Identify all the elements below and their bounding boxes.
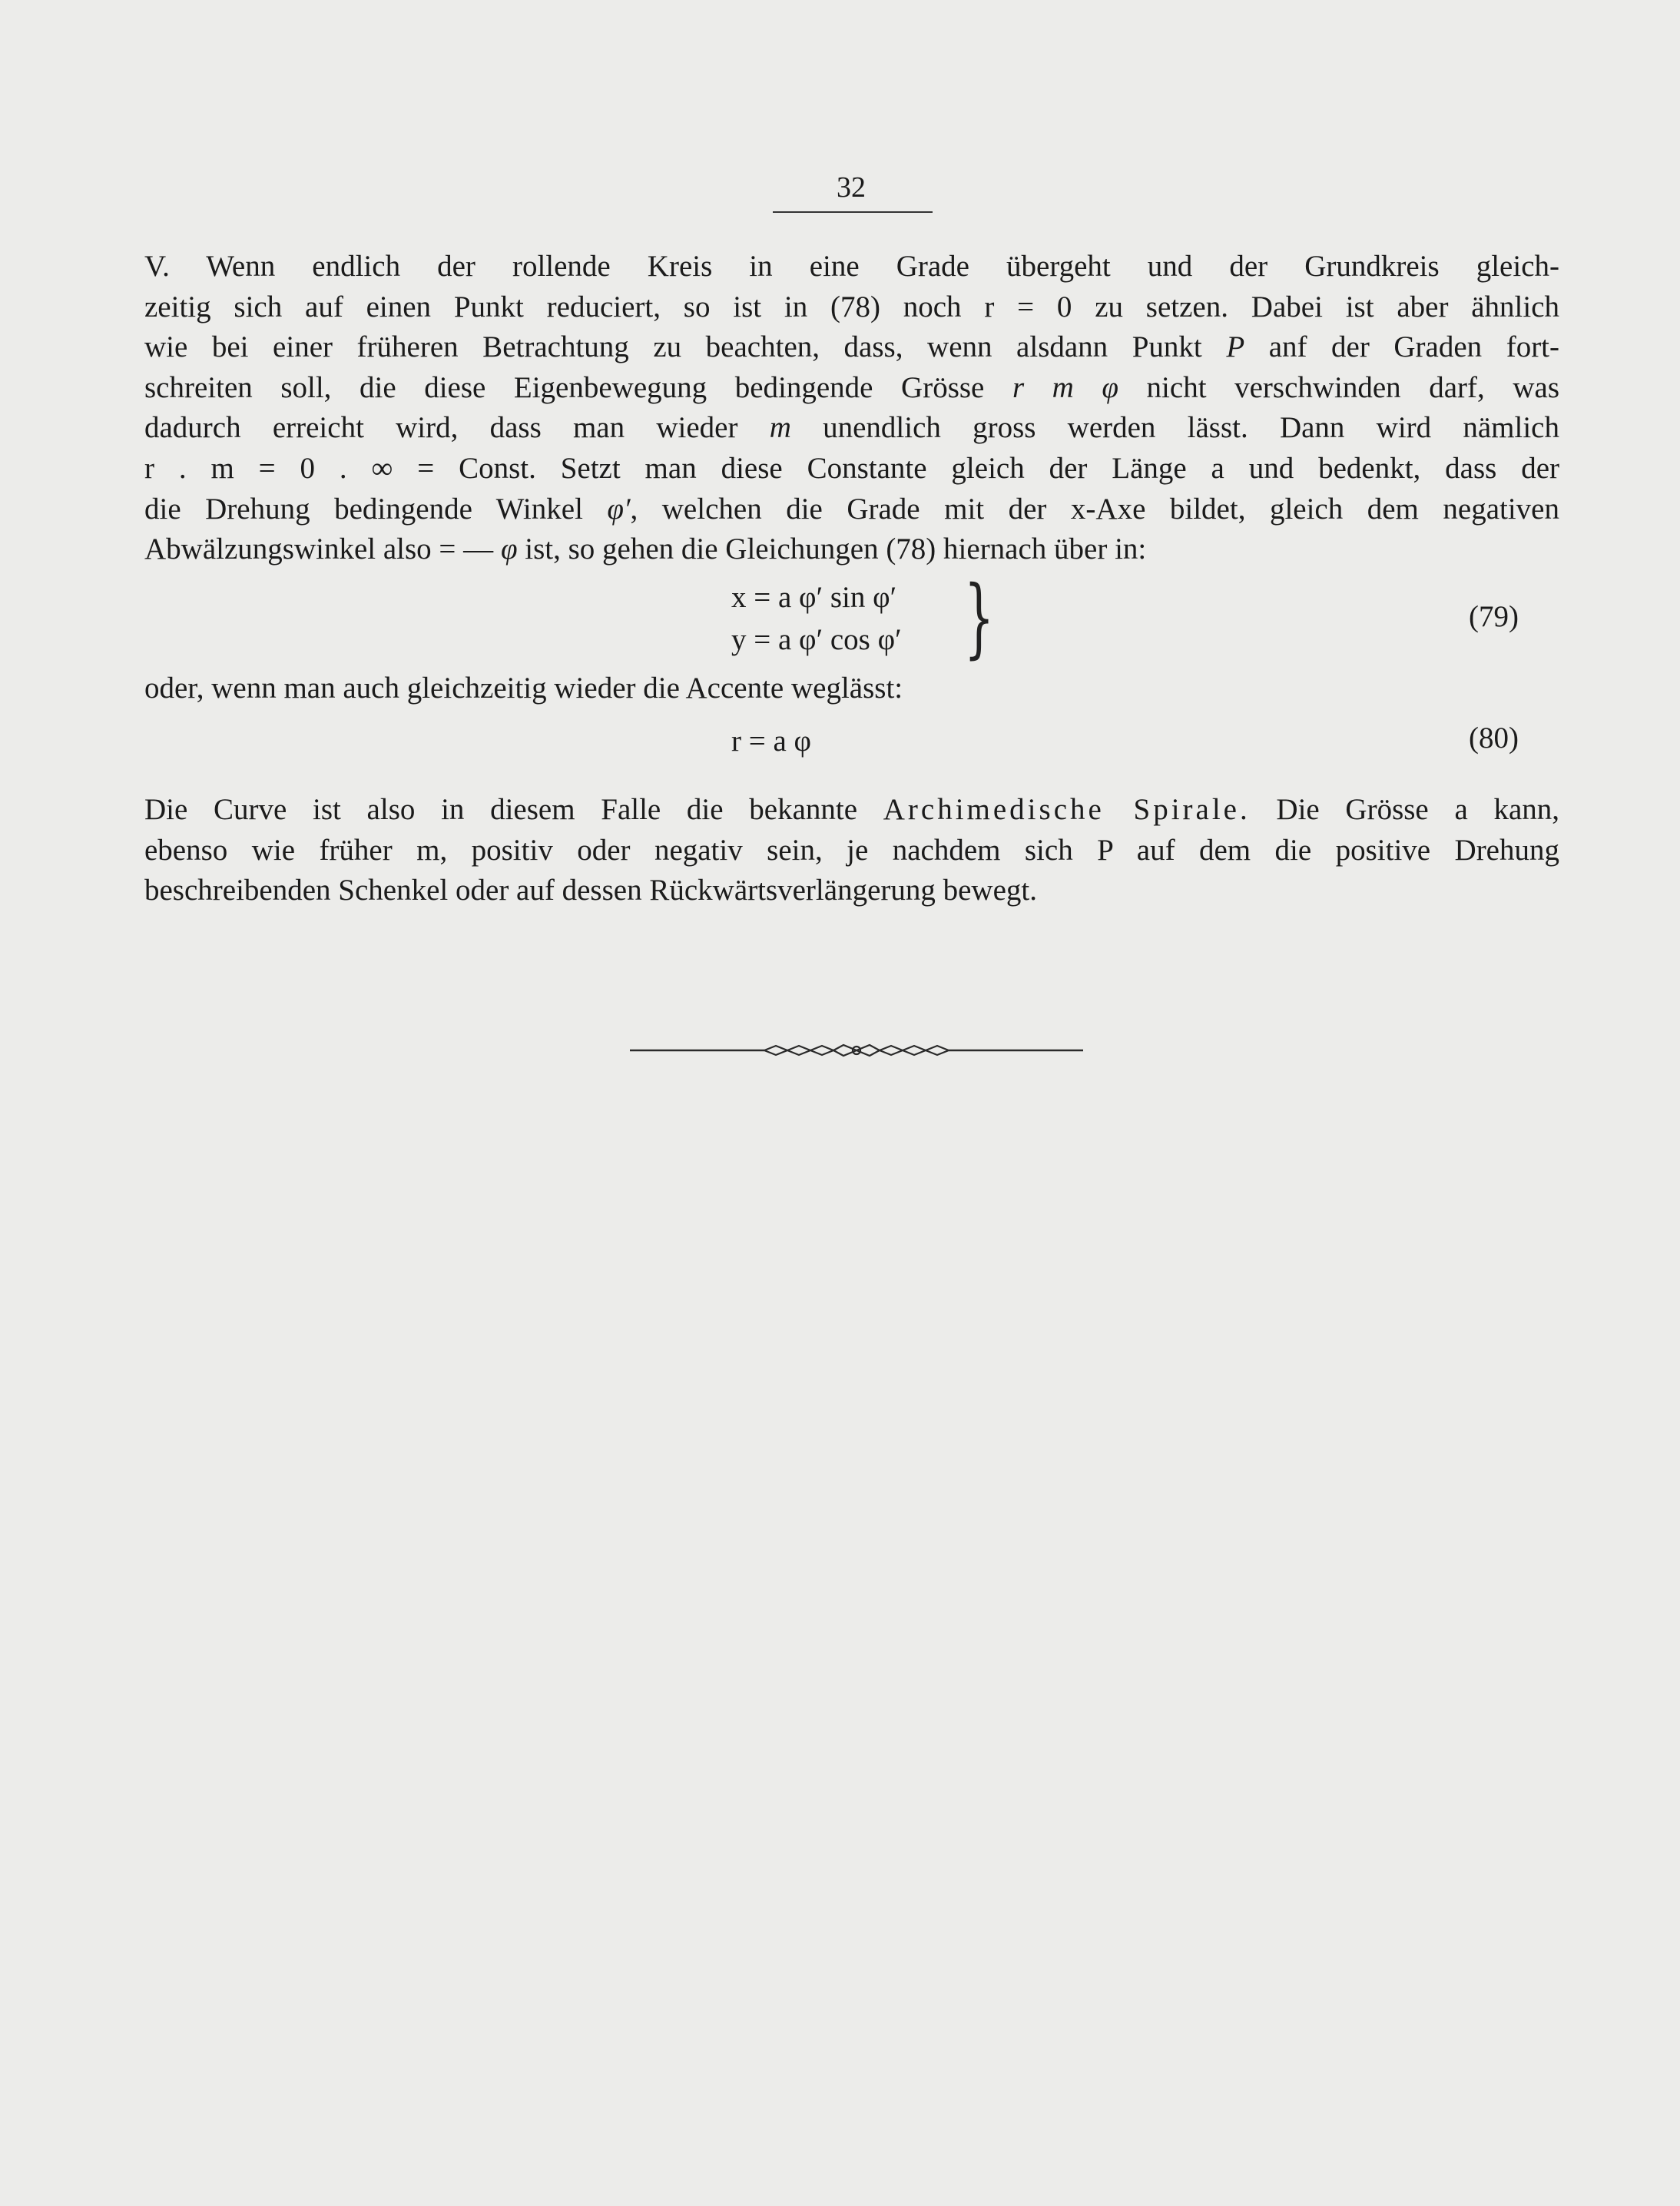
line-text: nicht verschwinden darf, was xyxy=(1118,370,1560,404)
paragraph-line xyxy=(144,287,1559,328)
line-text: Abwälzungswinkel also = — xyxy=(144,532,501,566)
equation-79-number: (79) xyxy=(1469,600,1519,633)
paragraph-line xyxy=(144,408,1559,449)
paragraph-conclusion xyxy=(144,790,1559,911)
line-text: V. Wenn endlich der rollende Kreis in eine Grade übergeht und der Grundkreis gleich- xyxy=(144,250,1559,283)
line-symbol: P xyxy=(1226,330,1245,364)
line-text: dadurch erreicht wird, dass man wieder xyxy=(144,411,770,445)
paragraph-line: beschreibenden Schenkel oder auf dessen Rückwärtsverlängerung bewegt. xyxy=(144,874,1037,907)
paragraph-line xyxy=(144,790,1559,831)
line-text: schreiten soll, die diese Eigenbewegung bedingende Grösse xyxy=(144,370,1012,404)
paragraph-line xyxy=(144,529,1559,570)
line-symbol: φ′ xyxy=(607,492,631,526)
right-brace: } xyxy=(964,568,995,668)
line-text: Die Grösse a kann, xyxy=(1250,793,1560,826)
line-text: unendlich gross werden lässt. Dann wird nämlich xyxy=(790,411,1559,445)
ornament-divider xyxy=(630,1039,1083,1062)
paragraph-line: oder, wenn man auch gleichzeitig wieder die Accente weglässt: xyxy=(144,672,903,705)
paragraph-line xyxy=(144,489,1559,530)
equation-80-number: (80) xyxy=(1469,722,1519,755)
paragraph-line xyxy=(144,449,1559,489)
paragraph-line xyxy=(144,368,1559,409)
line-text: die Drehung bedingende Winkel xyxy=(144,492,608,526)
line-text: zeitig sich auf einen Punkt reduciert, so ist in (78) noch xyxy=(144,290,985,323)
paragraph-line: ebenso wie früher m, positiv oder negativ sein, je nachdem sich P auf dem die positive Drehung xyxy=(144,833,1559,867)
line-symbol: m xyxy=(769,411,791,445)
header-rule xyxy=(773,211,933,213)
paragraph-archimedean-case xyxy=(144,247,1559,570)
line-formula: r . m = 0 . ∞ = xyxy=(144,451,459,485)
line-text: wie bei einer früheren Betrachtung zu beachten, dass, wenn alsdann Punkt xyxy=(144,330,1227,364)
line-text: ist, so gehen die Gleichungen (78) hiernach über in: xyxy=(517,532,1147,566)
line-symbol: r m φ xyxy=(1012,370,1118,404)
line-text: Die Curve ist also in diesem Falle die bekannte xyxy=(144,793,883,826)
equation-79-line-2: y = a φ′ cos φ′ xyxy=(731,623,902,656)
line-text: , welchen die Grade mit der x-Axe bildet, gleich dem negativen xyxy=(630,492,1559,526)
line-text: zu setzen. Dabei ist aber ähnlich xyxy=(1072,290,1560,323)
line-text: Const. xyxy=(459,451,536,485)
emphasis-archimedean-spiral: Archimedische Spirale. xyxy=(883,793,1251,826)
line-text: anf der Graden fort- xyxy=(1244,330,1560,364)
paragraph-line xyxy=(144,247,1559,287)
paragraph-line xyxy=(144,327,1559,368)
line-formula: r = 0 xyxy=(984,290,1072,323)
page-number: 32 xyxy=(837,171,866,204)
line-text: Setzt man diese Constante gleich der Länge a und bedenkt, dass der xyxy=(535,451,1559,485)
line-symbol: φ xyxy=(500,532,518,566)
equation-80: r = a φ xyxy=(731,725,812,758)
paragraph-accent-note xyxy=(144,668,1559,709)
equation-79-line-1: x = a φ′ sin φ′ xyxy=(731,581,897,614)
